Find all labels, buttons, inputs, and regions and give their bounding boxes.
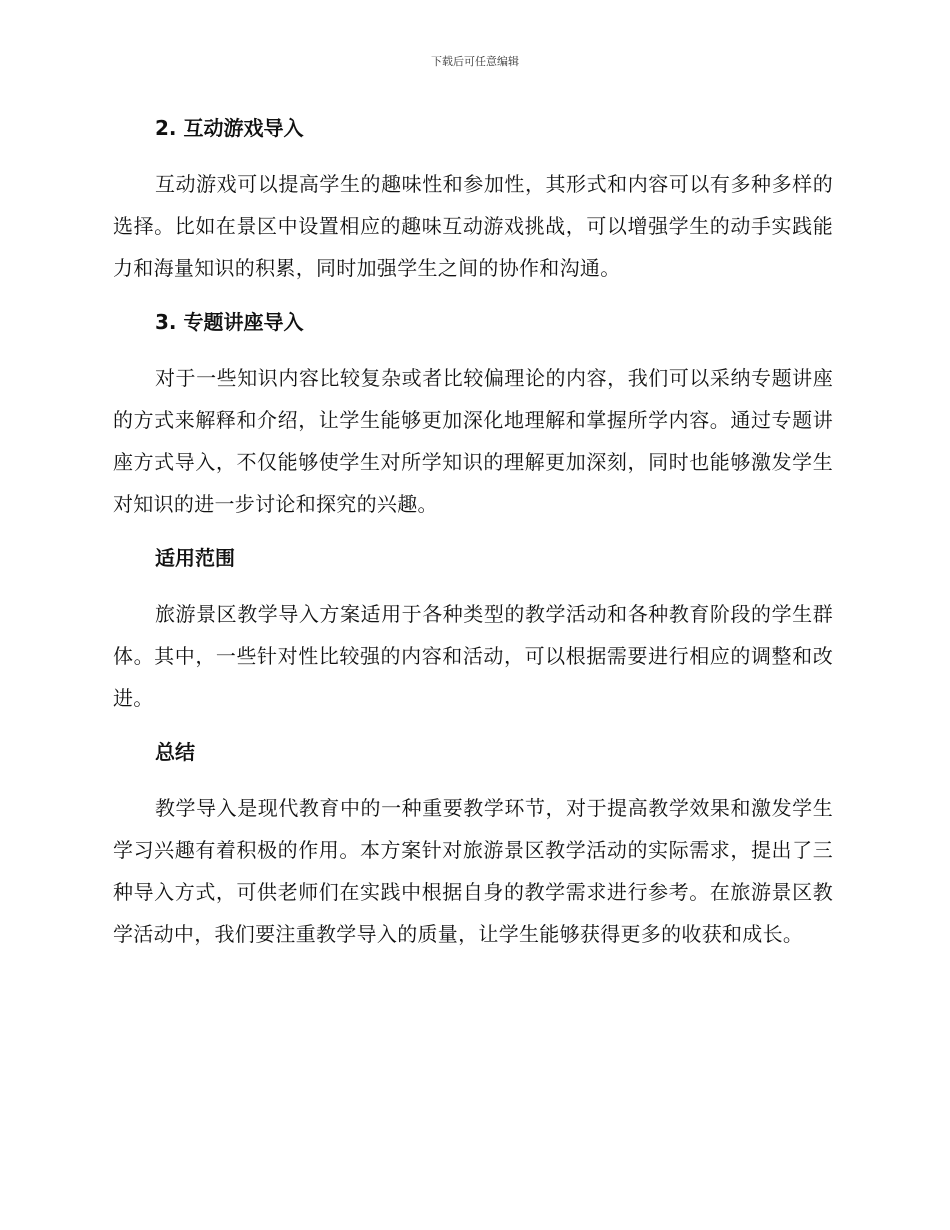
section-paragraph-lecture: 对于一些知识内容比较复杂或者比较偏理论的内容，我们可以采纳专题讲座的方式来解释和介绍，让学生能够更加深化地理解和掌握所学内容。通过专题讲座方式导入，不仅能够使学生对所学知识的理解更加深刻，同时也能够激发学生对知识的进一步讨论和探究的兴趣。 [113,366,833,516]
document-body [113,111,833,955]
section-heading-scope: 适用范围 [155,546,235,570]
section-paragraph-summary: 教学导入是现代教育中的一种重要教学环节，对于提高教学效果和激发学生学习兴趣有着积极的作用。本方案针对旅游景区教学活动的实际需求，提出了三种导入方式，可供老师们在实践中根据自身的教学需求进行参考。在旅游景区教学活动中，我们要注重教学导入的质量，让学生能够获得更多的收获和成长。 [113,796,833,946]
section-paragraph-interactive-games: 互动游戏可以提高学生的趣味性和参加性，其形式和内容可以有多种多样的选择。比如在景区中设置相应的趣味互动游戏挑战，可以增强学生的动手实践能力和海量知识的积累，同时加强学生之间的协作和沟通。 [113,172,833,280]
section-heading-summary: 总结 [155,740,195,764]
page-header-note: 下载后可任意编辑 [431,55,519,68]
section-paragraph-scope: 旅游景区教学导入方案适用于各种类型的教学活动和各种教育阶段的学生群体。其中，一些针对性比较强的内容和活动，可以根据需要进行相应的调整和改进。 [113,602,833,710]
section-heading-lecture: 3. 专题讲座导入 [155,310,304,334]
section-heading-interactive-games: 2. 互动游戏导入 [155,116,304,140]
